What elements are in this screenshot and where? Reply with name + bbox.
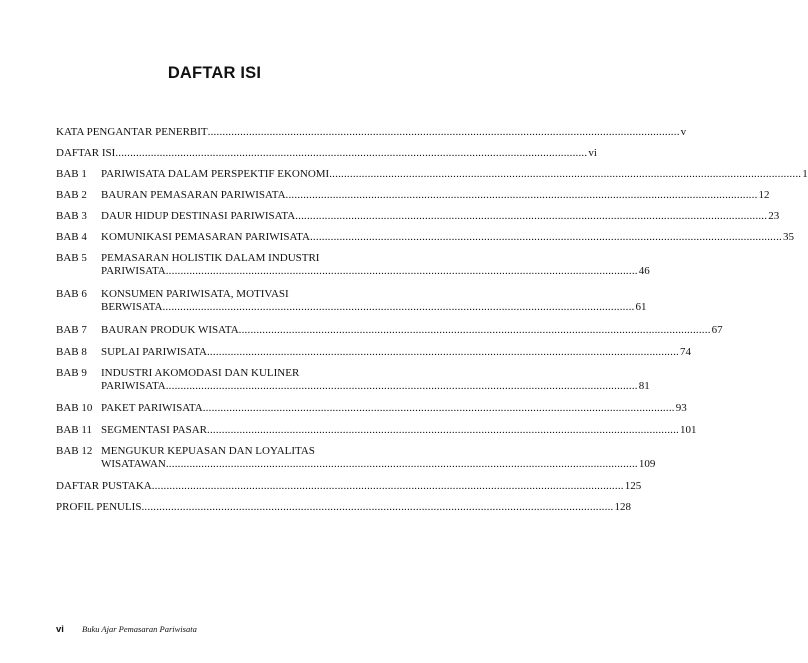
entry-page: 74 — [679, 346, 691, 358]
entry-label: BERWISATA — [101, 301, 163, 313]
page-footer — [56, 624, 197, 635]
entry-label-line1: INDUSTRI AKOMODASI DAN KULINER — [101, 367, 300, 379]
chapter-number: BAB 12 — [56, 445, 93, 457]
entry-label: PROFIL PENULIS — [56, 501, 142, 513]
footer-book-title: Buku Ajar Pemasaran Pariwisata — [82, 624, 197, 634]
leader-dots — [162, 301, 634, 314]
chapter-number: BAB 10 — [56, 402, 93, 414]
leader-dots — [329, 168, 801, 181]
toc-entry-bab-7[interactable] — [56, 324, 723, 337]
entry-page: 93 — [675, 402, 687, 414]
entry-page: 12 — [758, 189, 770, 201]
entry-page: 81 — [638, 380, 650, 392]
entry-page: 35 — [782, 231, 794, 243]
entry-page: 46 — [638, 265, 650, 277]
leader-dots — [286, 189, 758, 202]
entry-label-line1: MENGUKUR KEPUASAN DAN LOYALITAS — [101, 445, 315, 457]
leader-dots — [152, 480, 624, 493]
leader-dots — [166, 265, 638, 278]
entry-page: vi — [588, 147, 597, 159]
entry-label: KATA PENGANTAR PENERBIT — [56, 126, 208, 138]
entry-label: PARIWISATA — [101, 380, 166, 392]
entry-page: v — [680, 126, 687, 138]
entry-label: BAURAN PRODUK WISATA — [101, 324, 239, 336]
chapter-number: BAB 6 — [56, 288, 87, 300]
leader-dots — [166, 380, 638, 393]
toc-entry-bab-6[interactable] — [56, 288, 647, 314]
entry-page: 109 — [638, 458, 656, 470]
toc-entry-bab-2[interactable] — [56, 189, 770, 202]
chapter-number: BAB 5 — [56, 252, 87, 264]
entry-label: DAFTAR ISI — [56, 147, 116, 159]
entry-label-line1: KONSUMEN PARIWISATA, MOTIVASI — [101, 288, 289, 300]
toc-entry-daftar-pustaka[interactable] — [56, 480, 642, 493]
leader-dots — [203, 402, 675, 415]
leader-dots — [239, 324, 711, 337]
entry-label: DAUR HIDUP DESTINASI PARIWISATA — [101, 210, 296, 222]
entry-page: 125 — [624, 480, 642, 492]
toc-entry-kata-pengantar[interactable] — [56, 126, 687, 139]
toc-entry-bab-4[interactable] — [56, 231, 794, 244]
leader-dots — [207, 346, 679, 359]
entry-label: PARIWISATA — [101, 265, 166, 277]
chapter-number: BAB 1 — [56, 168, 87, 180]
page-title: DAFTAR ISI — [167, 64, 262, 82]
entry-page: 1 — [802, 168, 808, 180]
toc-entry-bab-10[interactable] — [56, 402, 687, 415]
entry-label-line1: PEMASARAN HOLISTIK DALAM INDUSTRI — [101, 252, 320, 264]
chapter-number: BAB 8 — [56, 346, 87, 358]
leader-dots — [166, 458, 638, 471]
leader-dots — [141, 501, 613, 514]
chapter-number: BAB 11 — [56, 424, 92, 436]
chapter-number: BAB 2 — [56, 189, 87, 201]
chapter-number: BAB 9 — [56, 367, 87, 379]
footer-page-number: vi — [56, 624, 64, 635]
toc-entry-bab-9[interactable] — [56, 367, 650, 393]
entry-label: SEGMENTASI PASAR — [101, 424, 207, 436]
entry-label: DAFTAR PUSTAKA — [56, 480, 152, 492]
leader-dots — [208, 126, 680, 139]
entry-page: 67 — [711, 324, 723, 336]
entry-page: 101 — [680, 424, 697, 436]
entry-label: PAKET PARIWISATA — [101, 402, 203, 414]
entry-label: PARIWISATA DALAM PERSPEKTIF EKONOMI — [101, 168, 330, 180]
chapter-number: BAB 3 — [56, 210, 87, 222]
toc-entry-profil-penulis[interactable] — [56, 501, 631, 514]
toc-entry-daftar-isi[interactable] — [56, 147, 597, 160]
toc-entry-bab-3[interactable] — [56, 210, 780, 223]
toc-entry-bab-5[interactable] — [56, 252, 650, 278]
entry-label: WISATAWAN — [101, 458, 166, 470]
toc-entry-bab-11[interactable] — [56, 424, 697, 437]
entry-page: 128 — [614, 501, 631, 513]
entry-label: BAURAN PEMASARAN PARIWISATA — [101, 189, 286, 201]
entry-page: 61 — [635, 301, 647, 313]
entry-label: KOMUNIKASI PEMASARAN PARIWISATA — [101, 231, 310, 243]
entry-page: 23 — [768, 210, 780, 222]
leader-dots — [207, 424, 679, 437]
toc-entry-bab-12[interactable] — [56, 445, 656, 471]
toc-entry-bab-8[interactable] — [56, 346, 691, 359]
chapter-number: BAB 7 — [56, 324, 87, 336]
toc-entry-bab-1[interactable] — [56, 168, 808, 181]
leader-dots — [115, 147, 587, 160]
chapter-number: BAB 4 — [56, 231, 87, 243]
entry-label: SUPLAI PARIWISATA — [101, 346, 207, 358]
leader-dots — [295, 210, 767, 223]
leader-dots — [310, 231, 782, 244]
